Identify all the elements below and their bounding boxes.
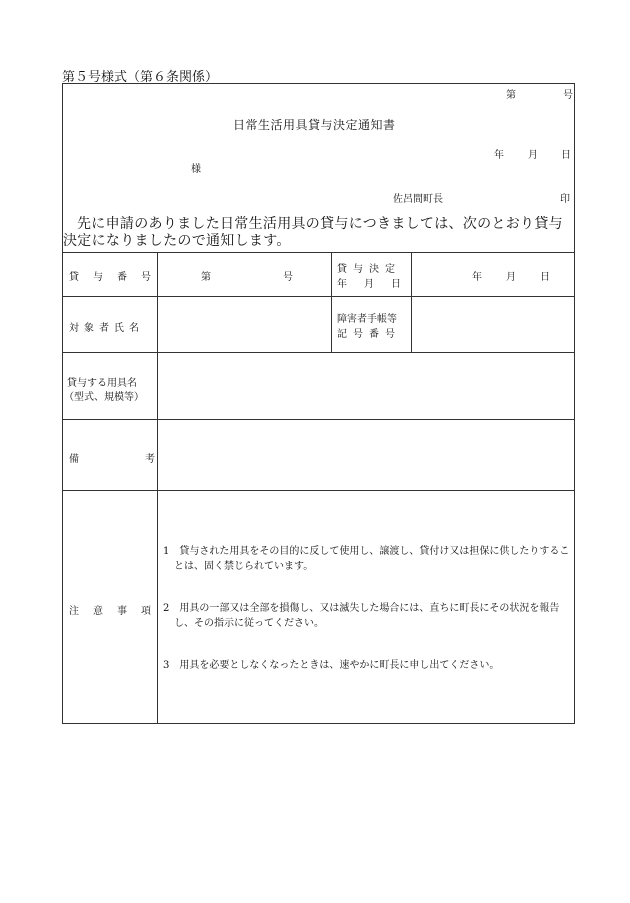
date-day-label: 日 <box>561 150 571 161</box>
label-column-divider <box>157 252 158 723</box>
loan-number-go: 号 <box>283 272 293 283</box>
remarks-label-left: 備 <box>69 454 79 465</box>
device-name-label-line2: （型式、規模等） <box>64 392 144 403</box>
date-month-label: 月 <box>528 150 538 161</box>
loan-number-label <box>69 268 165 283</box>
disability-card-label-line2: 記号番号 <box>337 329 401 340</box>
mid-column-divider-right <box>411 252 412 352</box>
row-divider-1 <box>63 296 574 297</box>
notice-number-go: 号 <box>563 90 573 101</box>
device-name-label-line1: 貸与する用具名 <box>67 378 137 389</box>
recipient-name-label: 対象者氏名 <box>69 323 144 334</box>
loan-number-dai: 第 <box>201 272 211 283</box>
notice-body-text: 先に申請のありました日常生活用具の貸与につきましては、次のとおり貸与決定になりましたので通知します。 <box>63 216 563 249</box>
decision-date-day: 日 <box>540 272 550 283</box>
row-divider-3 <box>63 419 574 420</box>
precaution-item-3: 3 用具を必要としなくなったときは、速やかに町長に申し出てください。 <box>163 660 500 671</box>
row-divider-2 <box>63 352 574 353</box>
notice-form <box>62 83 575 724</box>
disability-card-label-line1: 障害者手帳等 <box>337 314 397 325</box>
date-year-label: 年 <box>494 150 504 161</box>
form-number-label: 第５号様式（第６条関係） <box>62 70 219 85</box>
sender-name: 佐呂間町長 <box>393 194 443 205</box>
mid-column-divider-left <box>331 252 332 352</box>
addressee-sama: 様 <box>191 164 201 175</box>
decision-date-label-line2: 年月日 <box>337 279 418 290</box>
decision-date-label-line1: 貸与決定 <box>337 264 401 275</box>
notice-number-dai: 第 <box>506 90 516 101</box>
loan-number-label-text: 貸与番号 <box>69 272 165 283</box>
row-divider-4 <box>63 490 574 491</box>
document-title: 日常生活用具貸与決定通知書 <box>233 118 396 132</box>
precaution-item-2: 2 用具の一部又は全部を損傷し、又は滅失した場合には、直ちに町長にその状況を報告し、その指示に従ってください。 <box>163 603 560 629</box>
table-top-border <box>63 252 574 253</box>
precaution-item-1: 1 貸与された用具をその目的に反して使用し、譲渡し、貸付け又は担保に供したりすることは、固く禁じられています。 <box>163 546 570 572</box>
decision-date-month: 月 <box>506 272 516 283</box>
decision-date-year: 年 <box>472 272 482 283</box>
remarks-label-right: 考 <box>145 454 155 465</box>
precautions-label: 注意事項 <box>69 606 165 617</box>
seal-mark: 印 <box>560 194 570 205</box>
